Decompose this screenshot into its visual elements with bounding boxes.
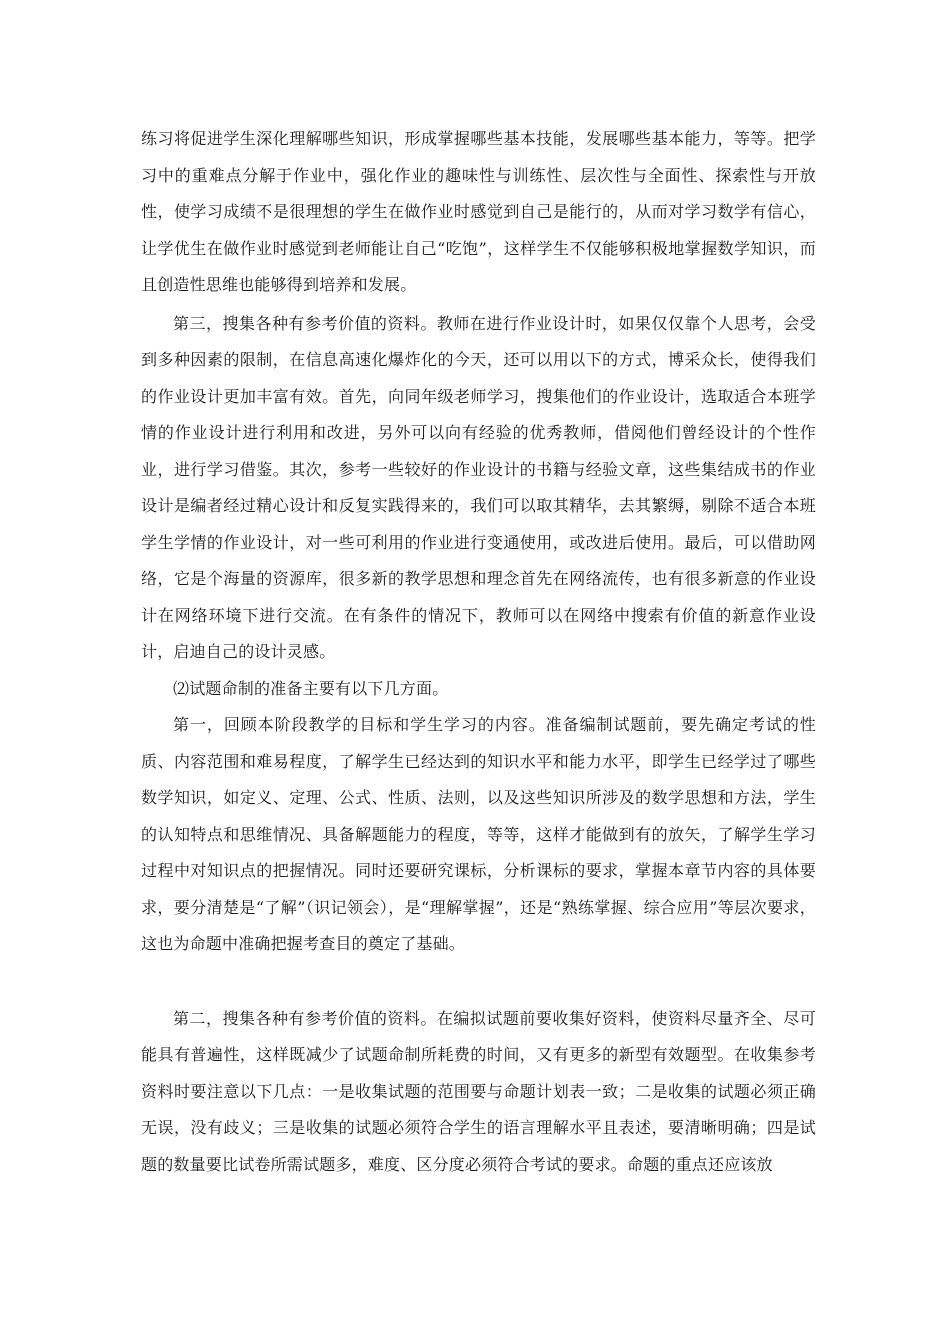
subheading-exam-preparation: ⑵试题命制的准备主要有以下几方面。 xyxy=(173,678,449,698)
paragraph-gap xyxy=(141,963,816,1001)
paragraph-review-teaching-goals: 第一，回顾本阶段教学的目标和学生学习的内容。准备编制试题前，要先确定考试的性质、内容范围和难易程度，了解学生已经达到的知识水平和能力水平，即学生已经学过了哪些数学知识，如定义、定理、公式、性质、法则，以及这些知识所涉及的数学思想和方法，学生的认知特点和思维情况、具备解题能力的程度，等等，这样才能做到有的放矢，了解学生学习过程中对知识点的把握情况。同时还要研究课标，分析课标的要求，掌握本章节内容的具体要求，要分清楚是“了解”（识记领会），是“理解掌握”，还是“熟练掌握、综合应用”等层次要求，这也为命题中准确把握考查目的奠定了基础。 xyxy=(141,715,816,953)
paragraph-homework-goals: 练习将促进学生深化理解哪些知识，形成掌握哪些基本技能，发展哪些基本能力，等等。把学习中的重难点分解于作业中，强化作业的趣味性与训练性、层次性与全面性、探索性与开放性，使学习成绩不是很理想的学生在做作业时感觉到自己是能行的，从而对学习数学有信心，让学优生在做作业时感觉到老师能让自己“吃饱”，这样学生不仅能够积极地掌握数学知识，而且创造性思维也能够得到培养和发展。 xyxy=(141,129,816,294)
document-page xyxy=(141,121,816,1183)
paragraph-collect-references: 第三，搜集各种有参考价值的资料。教师在进行作业设计时，如果仅仅靠个人思考，会受到多种因素的限制，在信息高速化爆炸化的今天，还可以用以下的方式，博采众长，使得我们的作业设计更加丰富有效。首先，向同年级老师学习，搜集他们的作业设计，选取适合本班学情的作业设计进行利用和改进，另外可以向有经验的优秀教师，借阅他们曾经设计的个性作业，进行学习借鉴。其次，参考一些较好的作业设计的书籍与经验文章，这些集结成书的作业设计是编者经过精心设计和反复实践得来的，我们可以取其精华，去其繁缛，剔除不适合本班学生学情的作业设计，对一些可利用的作业进行变通使用，或改进后使用。最后，可以借助网络，它是个海量的资源库，很多新的教学思想和理念首先在网络流传，也有很多新意的作业设计在网络环境下进行交流。在有条件的情况下，教师可以在网络中搜索有价值的新意作业设计，启迪自己的设计灵感。 xyxy=(141,313,816,661)
paragraph-collect-exam-materials: 第二，搜集各种有参考价值的资料。在编拟试题前要收集好资料，使资料尽量齐全、尽可能具有普遍性，这样既减少了试题命制所耗费的时间，又有更多的新型有效题型。在收集参考资料时要注意以下几点：一是收集试题的范围要与命题计划表一致；二是收集的试题必须正确无误，没有歧义；三是收集的试题必须符合学生的语言理解水平且表述，要清晰明确；四是试题的数量要比试卷所需试题多，难度、区分度必须符合考试的要求。命题的重点还应该放 xyxy=(141,1008,816,1174)
